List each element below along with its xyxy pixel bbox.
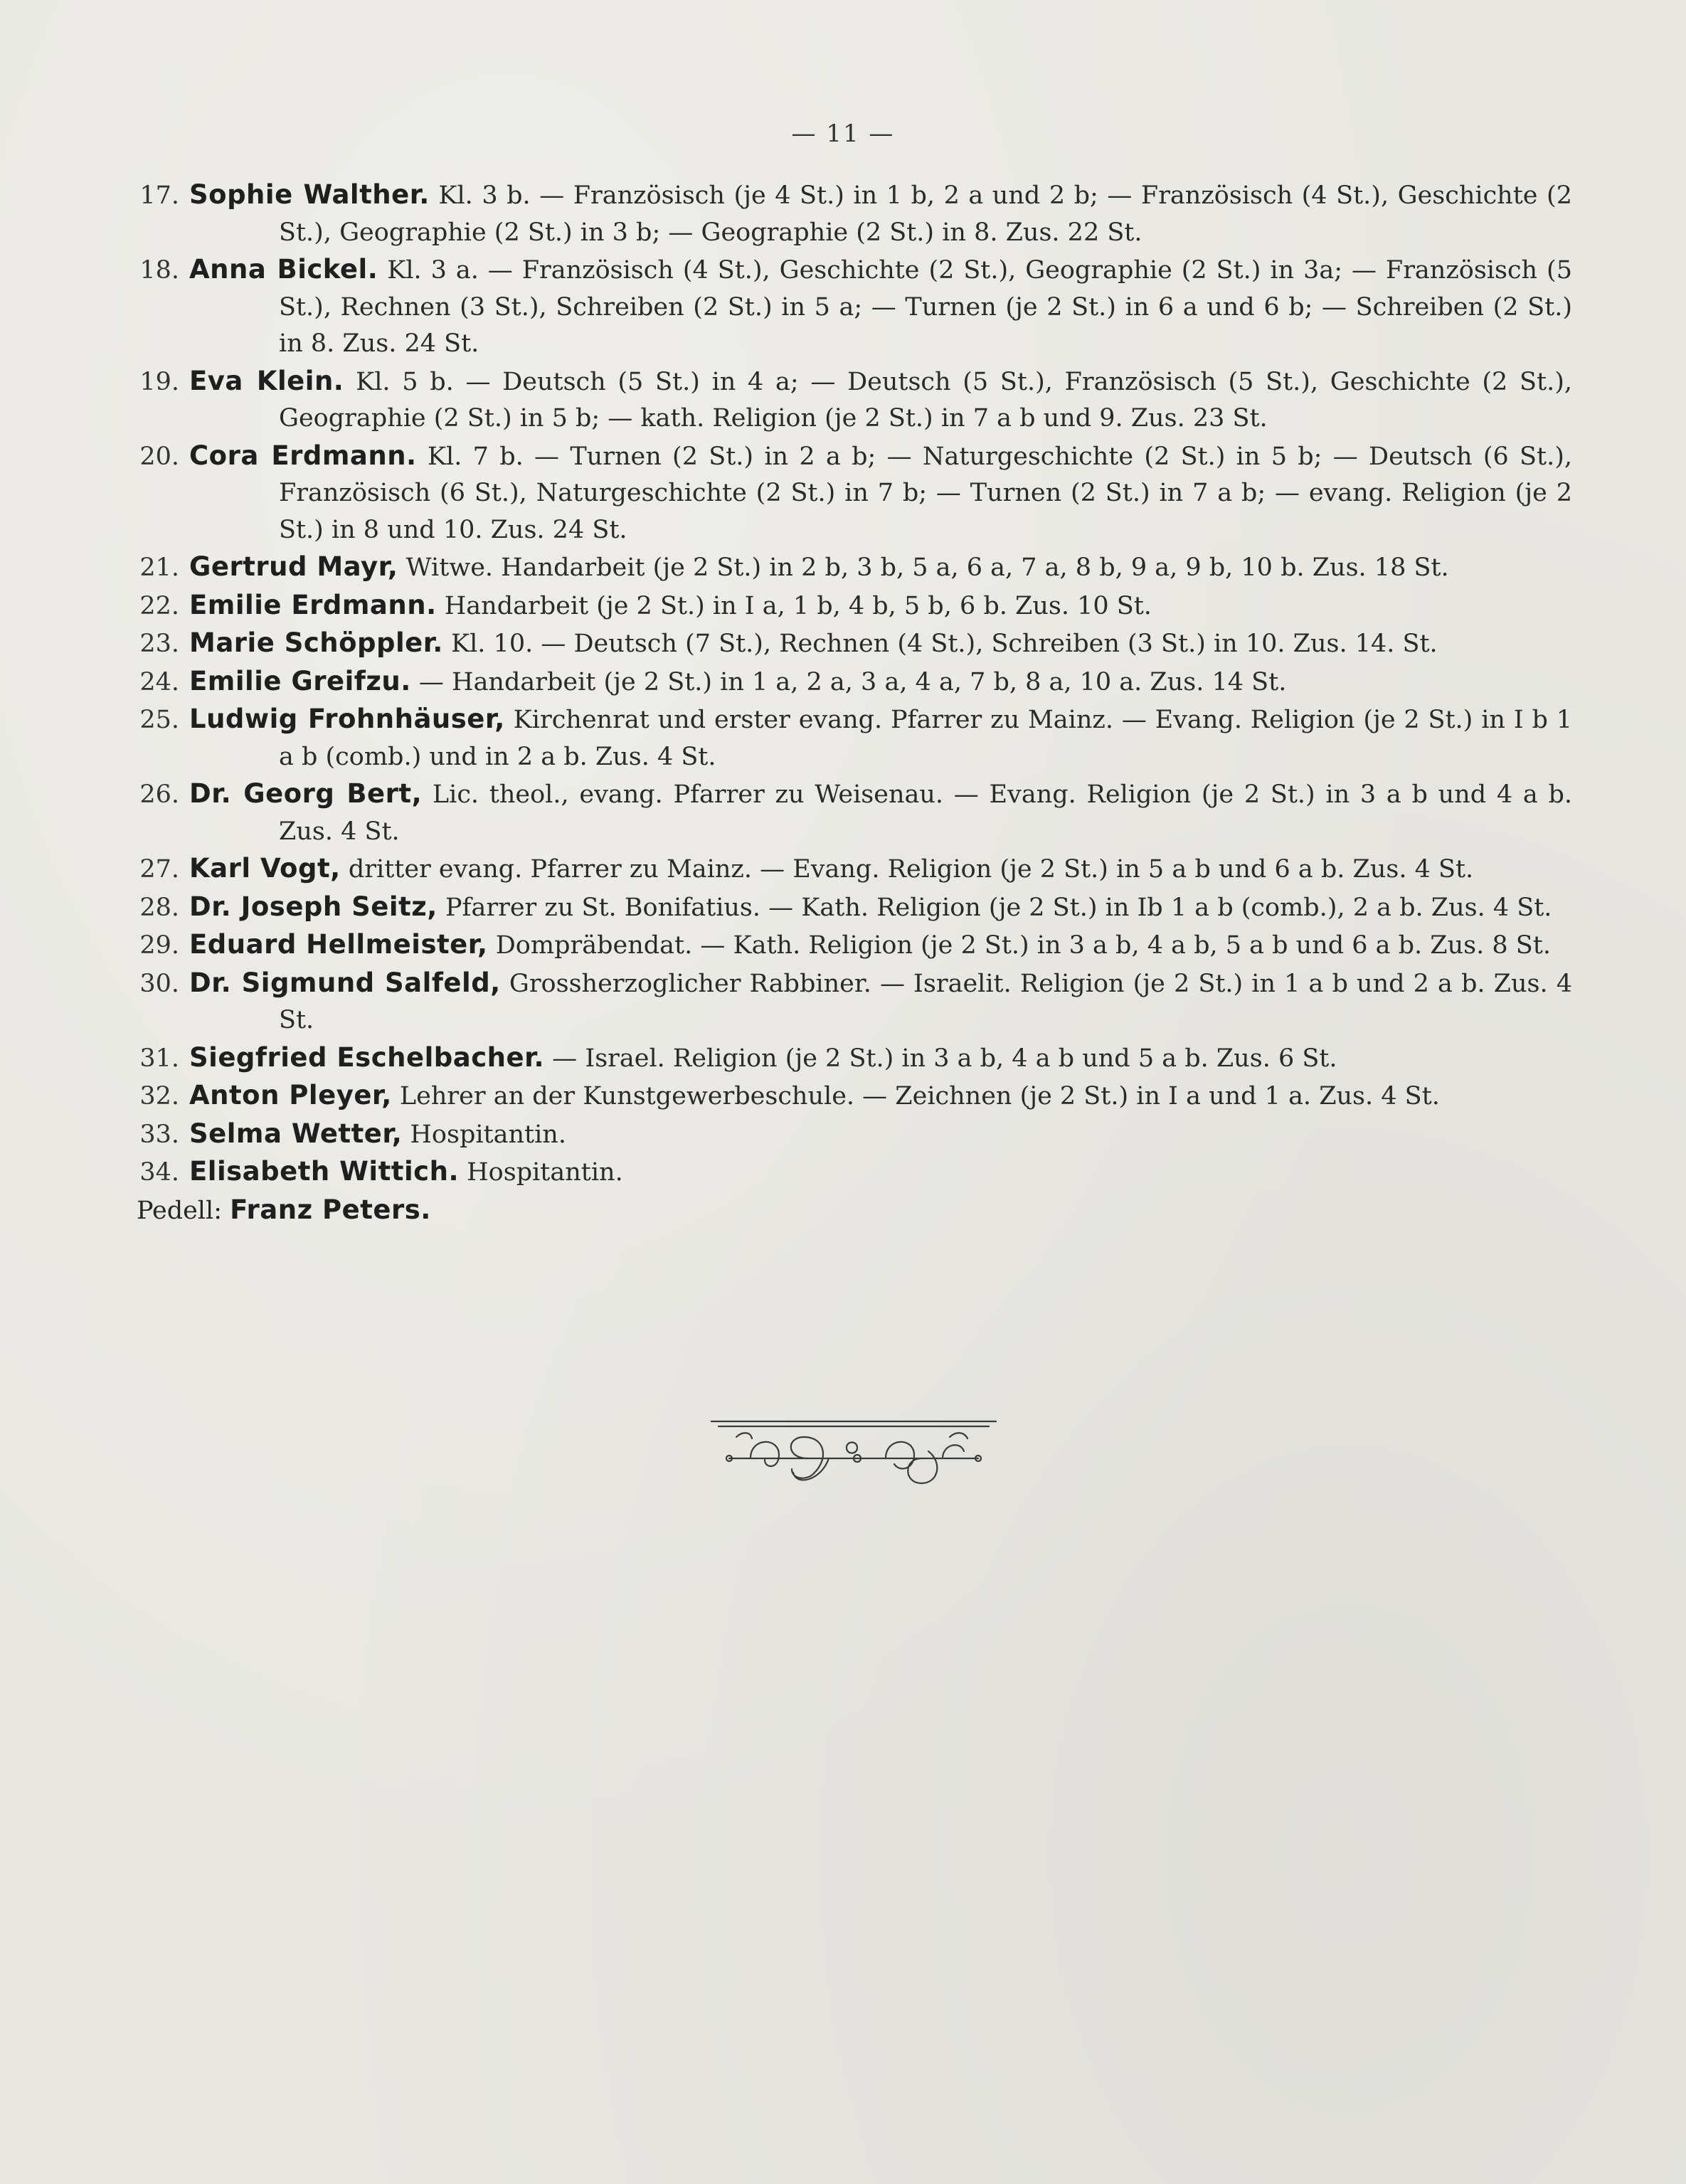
entry-description: — Israel. Religion (je 2 St.) in 3 a b, 4 a b und 5 a b. Zus. 6 St. [552,1044,1337,1073]
teacher-name: Sophie Walther. [189,179,430,210]
pedell-name: Franz Peters. [230,1194,431,1225]
entry-number: 19. [139,367,179,396]
staff-entry [114,176,1572,251]
staff-entry [114,1039,1572,1078]
entry-description: Hospitantin. [467,1158,623,1187]
teacher-name: Marie Schöppler. [189,627,443,658]
entry-number: 28. [139,893,179,922]
entry-description: Lehrer an der Kunstgewerbeschule. — Zeichnen (je 2 St.) in I a und 1 a. Zus. 4 St. [399,1082,1440,1110]
entry-description: Kl. 7 b. — Turnen (2 St.) in 2 a b; — Naturgeschichte (2 St.) in 5 b; — Deutsch (6 St.), Französisch (6 St.), Naturgeschichte (2 St.) in 7 b; — Turnen (2 St.) in 7 a b; — evang. Religion (je 2 St.) in 8 und 10. Zus. 24 St. [279,442,1572,544]
entry-description: Lic. theol., evang. Pfarrer zu Weisenau. — Evang. Religion (je 2 St.) in 3 a b und 4 a b. Zus. 4 St. [279,780,1573,846]
teacher-name: Anton Pleyer, [189,1080,392,1110]
staff-entry [114,1115,1572,1154]
entry-description: Kl. 3 b. — Französisch (je 4 St.) in 1 b, 2 a und 2 b; — Französisch (4 St.), Geschichte (2 St.), Geographie (2 St.) in 3 b; — Geographie (2 St.) in 8. Zus. 22 St. [279,181,1572,247]
staff-entry [114,701,1572,775]
teacher-name: Eduard Hellmeister, [189,929,488,960]
pedell-label: Pedell: [137,1196,222,1225]
teacher-name: Selma Wetter, [189,1118,403,1149]
teacher-name: Anna Bickel. [189,254,378,285]
staff-entry [114,889,1572,927]
entry-number: 33. [139,1120,179,1149]
entry-number: 26. [139,780,179,809]
staff-entry [114,1077,1572,1115]
staff-entry [114,663,1572,701]
entry-description: Witwe. Handarbeit (je 2 St.) in 2 b, 3 b, 5 a, 6 a, 7 a, 8 b, 9 a, 9 b, 10 b. Zus. 18 St. [405,553,1449,582]
page-number: — 11 — [791,120,895,148]
teacher-name: Siegfried Eschelbacher. [189,1041,545,1073]
staff-entry [114,625,1572,663]
entry-description: Hospitantin. [410,1120,566,1149]
staff-entry [114,587,1572,625]
teacher-name: Emilie Erdmann. [189,589,437,620]
staff-entry [114,965,1572,1039]
teacher-name: Karl Vogt, [189,853,341,884]
entry-number: 34. [139,1158,179,1187]
teacher-name: Cora Erdmann. [189,440,417,471]
staff-entry [114,438,1572,549]
entry-number: 24. [139,667,179,696]
teacher-name: Ludwig Frohnhäuser, [189,704,505,734]
teacher-name: Dr. Sigmund Salfeld, [189,967,501,998]
entry-description: Kl. 10. — Deutsch (7 St.), Rechnen (4 St.), Schreiben (3 St.) in 10. Zus. 14. St. [450,630,1438,658]
entry-number: 25. [139,706,179,734]
entry-number: 30. [139,969,179,998]
entry-number: 31. [139,1044,179,1073]
entry-description: Dompräbendat. — Kath. Religion (je 2 St.) in 3 a b, 4 a b, 5 a b und 6 a b. Zus. 8 St. [495,931,1551,960]
entry-number: 21. [139,553,179,582]
staff-entry [114,850,1572,889]
pedell-line [114,1192,1572,1230]
teacher-name: Emilie Greifzu. [189,665,411,696]
entry-description: Kirchenrat und erster evang. Pfarrer zu Mainz. — Evang. Religion (je 2 St.) in I b 1 a b (comb.) und in 2 a b. Zus. 4 St. [279,706,1572,771]
entry-description: Handarbeit (je 2 St.) in I a, 1 b, 4 b, 5 b, 6 b. Zus. 10 St. [444,591,1152,620]
teacher-name: Elisabeth Wittich. [189,1156,459,1187]
entry-description: Kl. 5 b. — Deutsch (5 St.) in 4 a; — Deutsch (5 St.), Französisch (5 St.), Geschichte (2 St.), Geographie (2 St.) in 5 b; — kath. Religion (je 2 St.) in 7 a b und 9. Zus. 23 St. [279,367,1572,433]
entry-description: Pfarrer zu St. Bonifatius. — Kath. Religion (je 2 St.) in Ib 1 a b (comb.), 2 a b. Zus. 4 St. [445,893,1552,922]
entry-description: — Handarbeit (je 2 St.) in 1 a, 2 a, 3 a, 4 a, 7 b, 8 a, 10 a. Zus. 14 St. [418,667,1287,696]
entry-description: Grossherzoglicher Rabbiner. — Israelit. Religion (je 2 St.) in 1 a b und 2 a b. Zus. 4 St. [279,969,1572,1034]
entry-number: 32. [139,1082,179,1110]
entry-number: 29. [139,931,179,960]
scroll-ornament-icon [708,1416,1000,1501]
staff-entry [114,251,1572,363]
staff-entry [114,1153,1572,1192]
teacher-name: Dr. Georg Bert, [189,778,423,809]
entry-number: 23. [139,630,179,658]
entry-number: 22. [139,591,179,620]
entry-number: 18. [139,256,179,285]
staff-list [114,176,1572,1229]
teacher-name: Eva Klein. [189,365,344,396]
staff-entry [114,775,1572,850]
entry-number: 17. [139,181,179,210]
entry-description: dritter evang. Pfarrer zu Mainz. — Evang. Religion (je 2 St.) in 5 a b und 6 a b. Zus. 4 St. [348,855,1474,884]
staff-entry [114,363,1572,438]
staff-entry [114,548,1572,587]
entry-number: 20. [139,442,179,471]
staff-entry [114,926,1572,965]
teacher-name: Dr. Joseph Seitz, [189,891,438,922]
entry-description: Kl. 3 a. — Französisch (4 St.), Geschichte (2 St.), Geographie (2 St.) in 3a; — Französisch (5 St.), Rechnen (3 St.), Schreiben (2 St.) in 5 a; — Turnen (je 2 St.) in 6 a und 6 b; — Schreiben (2 St.) in 8. Zus. 24 St. [279,256,1572,358]
teacher-name: Gertrud Mayr, [189,551,398,582]
entry-number: 27. [139,855,179,884]
